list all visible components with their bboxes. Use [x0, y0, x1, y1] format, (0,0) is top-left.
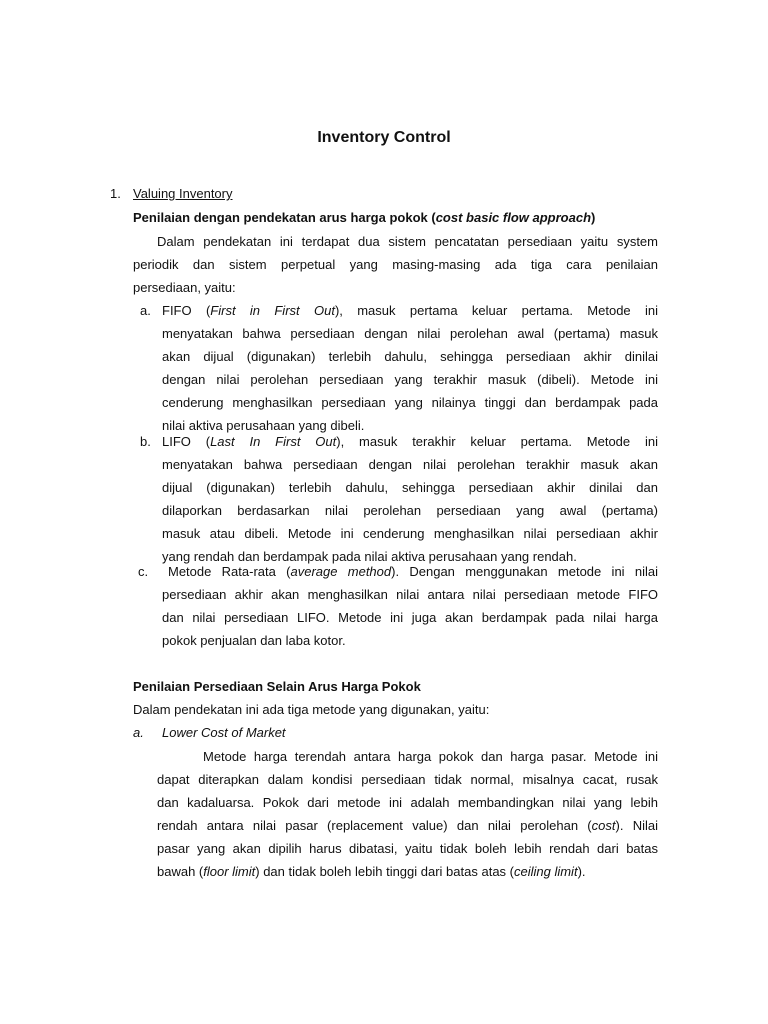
list-item-line: cenderung menghasilkan persediaan yang nilainya tinggi dan berdampak pada	[162, 395, 658, 410]
paragraph-line: bawah (floor limit) dan tidak boleh lebih tinggi dari batas atas (ceiling limit).	[157, 864, 586, 879]
paragraph-line: Metode harga terendah antara harga pokok dan harga pasar. Metode ini	[203, 749, 658, 764]
list-item-line: dan nilai persediaan LIFO. Metode ini juga akan berdampak pada nilai harga	[162, 610, 658, 625]
list-item-line: persediaan akhir akan menghasilkan nilai antara nilai persediaan metode FIFO	[162, 587, 658, 602]
list-item-line: menyatakan bahwa persediaan dengan nilai perolehan terakhir masuk akan	[162, 457, 658, 472]
heading-non-flow: Penilaian Persediaan Selain Arus Harga Pokok	[133, 679, 421, 694]
list-item-line: akan dijual (digunakan) terlebih dahulu, sehingga persediaan akhir dinilai	[162, 349, 658, 364]
list-marker: c.	[138, 564, 149, 579]
list-item-first-line: LIFO (Last In First Out), masuk terakhir keluar pertama. Metode ini	[162, 434, 658, 449]
list-marker: a.	[140, 303, 151, 318]
list-item-line: yang rendah dan berdampak pada nilai aktiva perusahaan yang rendah.	[162, 549, 577, 564]
sub-label: Lower Cost of Market	[162, 725, 286, 740]
paragraph-line: rendah antara nilai pasar (replacement value) dan nilai perolehan (cost). Nilai	[157, 818, 658, 833]
intro-line: periodik dan sistem perpetual yang masing-masing ada tiga cara penilaian	[133, 257, 658, 272]
list-item-line: pokok penjualan dan laba kotor.	[162, 633, 346, 648]
sub-marker: a.	[133, 725, 144, 740]
list-item-line: dengan nilai perolehan persediaan yang terakhir masuk (dibeli). Metode ini	[162, 372, 658, 387]
paragraph-line: dapat diterapkan dalam kondisi persediaan tidak normal, misalnya cacat, rusak	[157, 772, 658, 787]
list-item-line: nilai aktiva perusahaan yang dibeli.	[162, 418, 365, 433]
list-item-line: dijual (digunakan) terlebih dahulu, sehingga persediaan akhir dinilai dan	[162, 480, 658, 495]
intro-line: Dalam pendekatan ini terdapat dua sistem pencatatan persediaan yaitu system	[157, 234, 658, 249]
list-marker: b.	[140, 434, 151, 449]
list-item-line: menyatakan bahwa persediaan dengan nilai perolehan awal (pertama) masuk	[162, 326, 658, 341]
intro-line: persediaan, yaitu:	[133, 280, 236, 295]
list-item-first-line: Metode Rata-rata (average method). Dengan menggunakan metode ini nilai	[168, 564, 658, 579]
list-item-line: masuk atau dibeli. Metode ini cenderung menghasilkan nilai persediaan akhir	[162, 526, 658, 541]
list-item-first-line: FIFO (First in First Out), masuk pertama keluar pertama. Metode ini	[162, 303, 659, 318]
paragraph-line: dan kadaluarsa. Pokok dari metode ini adalah membandingkan nilai yang lebih	[157, 795, 658, 810]
list-item-line: dilaporkan berdasarkan nilai perolehan persediaan yang awal (pertama)	[162, 503, 658, 518]
page-title: Inventory Control	[317, 129, 451, 146]
heading-flow-approach: Penilaian dengan pendekatan arus harga pokok (cost basic flow approach)	[133, 210, 596, 225]
heading-intro: Dalam pendekatan ini ada tiga metode yang digunakan, yaitu:	[133, 702, 490, 717]
paragraph-line: pasar yang akan dipilih harus dibatasi, yaitu tidak boleh lebih rendah dari batas	[157, 841, 658, 856]
section-number: 1.	[110, 186, 121, 201]
section-label: Valuing Inventory	[133, 186, 233, 201]
